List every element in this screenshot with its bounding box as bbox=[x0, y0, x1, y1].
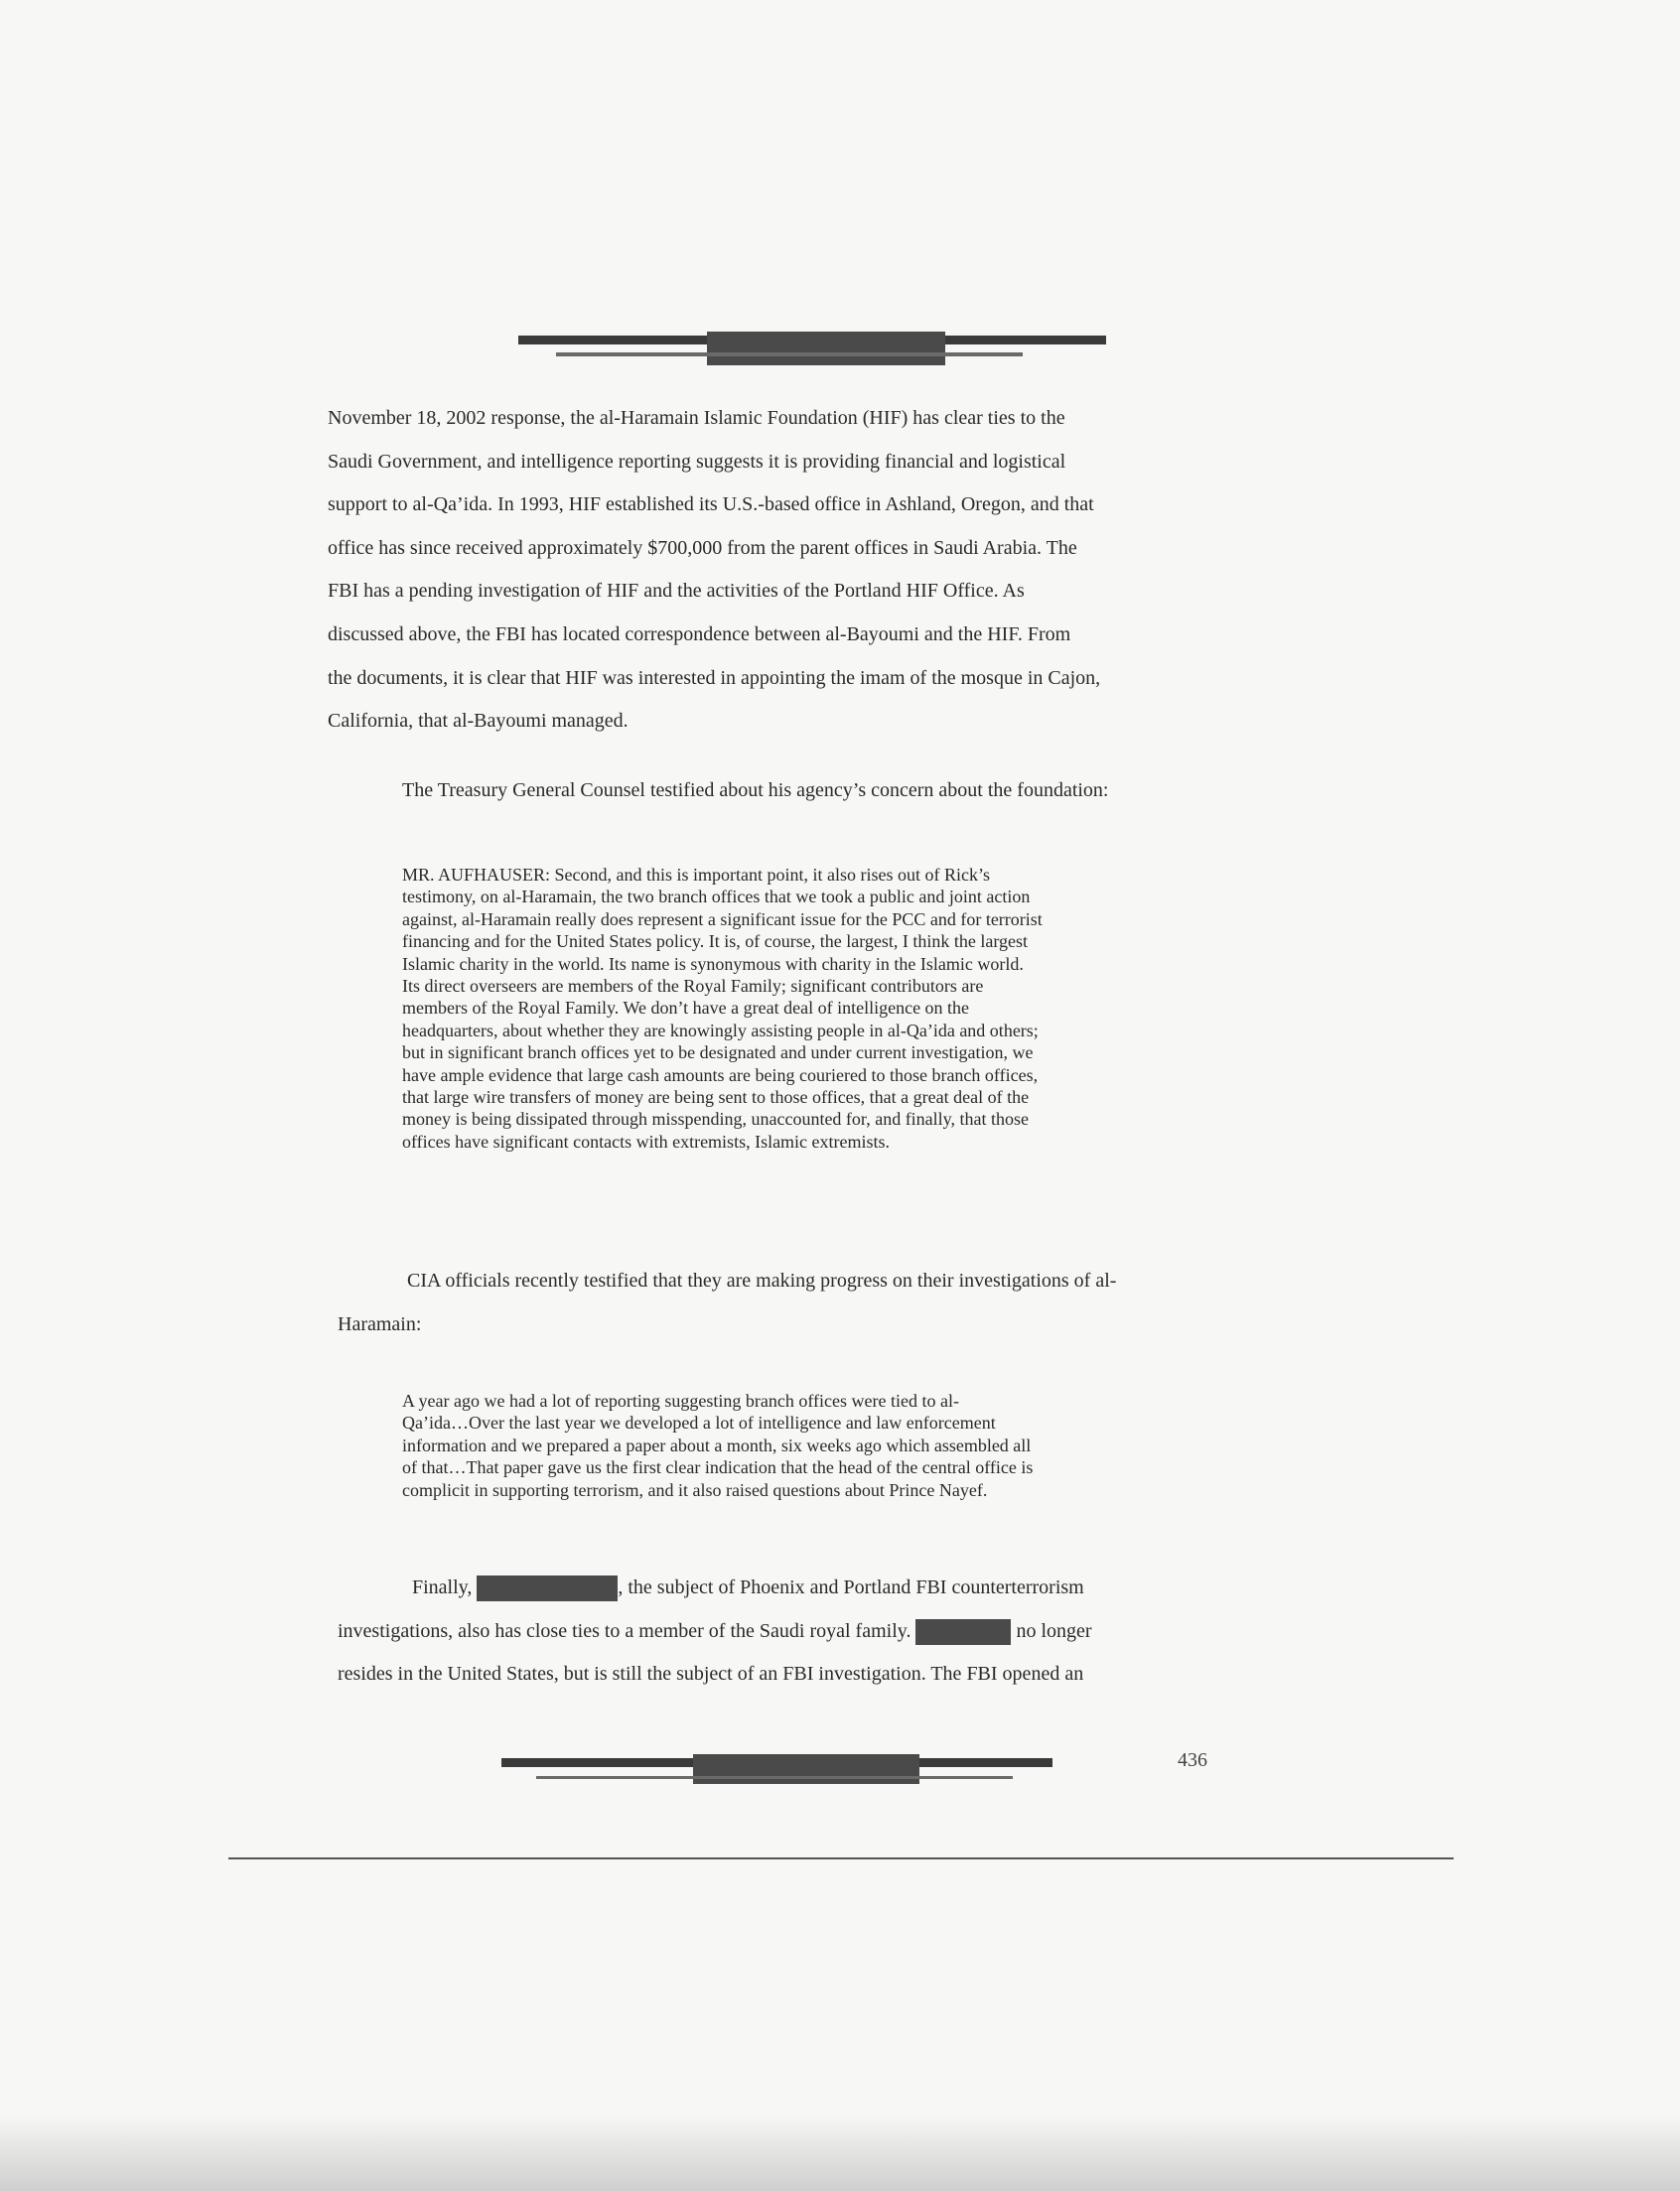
text-line: the documents, it is clear that HIF was interested in appointing the imam of the mosque in Cajon, bbox=[328, 666, 1101, 689]
page-number: 436 bbox=[1178, 1749, 1207, 1771]
quote-line: headquarters, about whether they are knowingly assisting people in al-Qa’ida and others; bbox=[402, 1020, 1039, 1040]
header-redaction-underline bbox=[556, 352, 1023, 356]
text-fragment: , the subject of Phoenix and Portland FBI counterterrorism bbox=[618, 1576, 1084, 1598]
name-redaction bbox=[915, 1619, 1011, 1645]
quote-line: A year ago we had a lot of reporting suggesting branch offices were tied to al- bbox=[402, 1391, 959, 1411]
text-line bbox=[338, 1567, 1291, 1610]
footer-redaction-underline bbox=[536, 1776, 1013, 1779]
text-line: resides in the United States, but is still the subject of an FBI investigation. The FBI opened an bbox=[338, 1663, 1084, 1686]
quote-line: Islamic charity in the world. Its name is synonymous with charity in the Islamic world. bbox=[402, 953, 1024, 974]
text-line: office has since received approximately $700,000 from the parent offices in Saudi Arabia. The bbox=[328, 536, 1077, 559]
quote-line: money is being dissipated through misspending, unaccounted for, and finally, that those bbox=[402, 1109, 1029, 1130]
text-line: Haramain: bbox=[338, 1312, 422, 1335]
blockquote-cia bbox=[402, 1390, 1276, 1501]
text-fragment: investigations, also has close ties to a member of the Saudi royal family. bbox=[338, 1619, 911, 1642]
quote-line: complicit in supporting terrorism, and it also raised questions about Prince Nayef. bbox=[402, 1479, 988, 1500]
quote-line: of that…That paper gave us the first clear indication that the head of the central office is bbox=[402, 1457, 1034, 1478]
paragraph-treasury-intro bbox=[402, 769, 1355, 813]
text-fragment: Finally, bbox=[412, 1576, 473, 1598]
quote-line: financing and for the United States policy. It is, of course, the largest, I think the largest bbox=[402, 931, 1029, 952]
text-fragment: no longer bbox=[1016, 1619, 1092, 1642]
text-line: discussed above, the FBI has located correspondence between al-Bayoumi and the HIF. From bbox=[328, 622, 1071, 645]
text-line: FBI has a pending investigation of HIF and the activities of the Portland HIF Office. As bbox=[328, 580, 1025, 603]
name-redaction bbox=[477, 1575, 618, 1601]
text-line: CIA officials recently testified that they are making progress on their investigations of al- bbox=[407, 1270, 1117, 1292]
text-line: Saudi Government, and intelligence reporting suggests it is providing financial and logistical bbox=[328, 450, 1066, 473]
quote-line: Qa’ida…Over the last year we developed a lot of intelligence and law enforcement bbox=[402, 1413, 996, 1434]
quote-line: offices have significant contacts with extremists, Islamic extremists. bbox=[402, 1131, 891, 1152]
quote-line: Its direct overseers are members of the Royal Family; significant contributors are bbox=[402, 976, 984, 997]
footer-redaction-block bbox=[693, 1754, 919, 1784]
text-line: The Treasury General Counsel testified about his agency’s concern about the foundation: bbox=[402, 779, 1109, 801]
page-edge-rule bbox=[228, 1857, 1454, 1859]
text-line: support to al-Qa’ida. In 1993, HIF established its U.S.-based office in Ashland, Oregon, and that bbox=[328, 493, 1094, 516]
quote-line: information and we prepared a paper about a month, six weeks ago which assembled all bbox=[402, 1435, 1032, 1455]
paragraph-cia-intro bbox=[338, 1260, 1291, 1346]
paragraph-hif-ties bbox=[328, 397, 1281, 744]
quote-line: members of the Royal Family. We don’t have a great deal of intelligence on the bbox=[402, 998, 970, 1019]
scan-shadow bbox=[0, 2115, 1680, 2191]
blockquote-aufhauser bbox=[402, 864, 1276, 1153]
quote-line: but in significant branch offices yet to be designated and under current investigation, we bbox=[402, 1042, 1034, 1063]
text-line: California, that al-Bayoumi managed. bbox=[328, 710, 629, 733]
quote-line: that large wire transfers of money are being sent to those offices, that a great deal of the bbox=[402, 1087, 1030, 1108]
quote-line: against, al-Haramain really does represent a significant issue for the PCC and for terrorist bbox=[402, 908, 1043, 929]
quote-line: testimony, on al-Haramain, the two branch offices that we took a public and joint action bbox=[402, 887, 1031, 907]
text-line: November 18, 2002 response, the al-Haramain Islamic Foundation (HIF) has clear ties to the bbox=[328, 407, 1065, 429]
text-line bbox=[338, 1610, 1291, 1654]
quote-line: MR. AUFHAUSER: Second, and this is important point, it also rises out of Rick’s bbox=[402, 865, 991, 885]
header-redaction-block bbox=[707, 332, 945, 365]
paragraph-finally bbox=[338, 1567, 1291, 1697]
quote-line: have ample evidence that large cash amounts are being couriered to those branch offices, bbox=[402, 1064, 1039, 1085]
